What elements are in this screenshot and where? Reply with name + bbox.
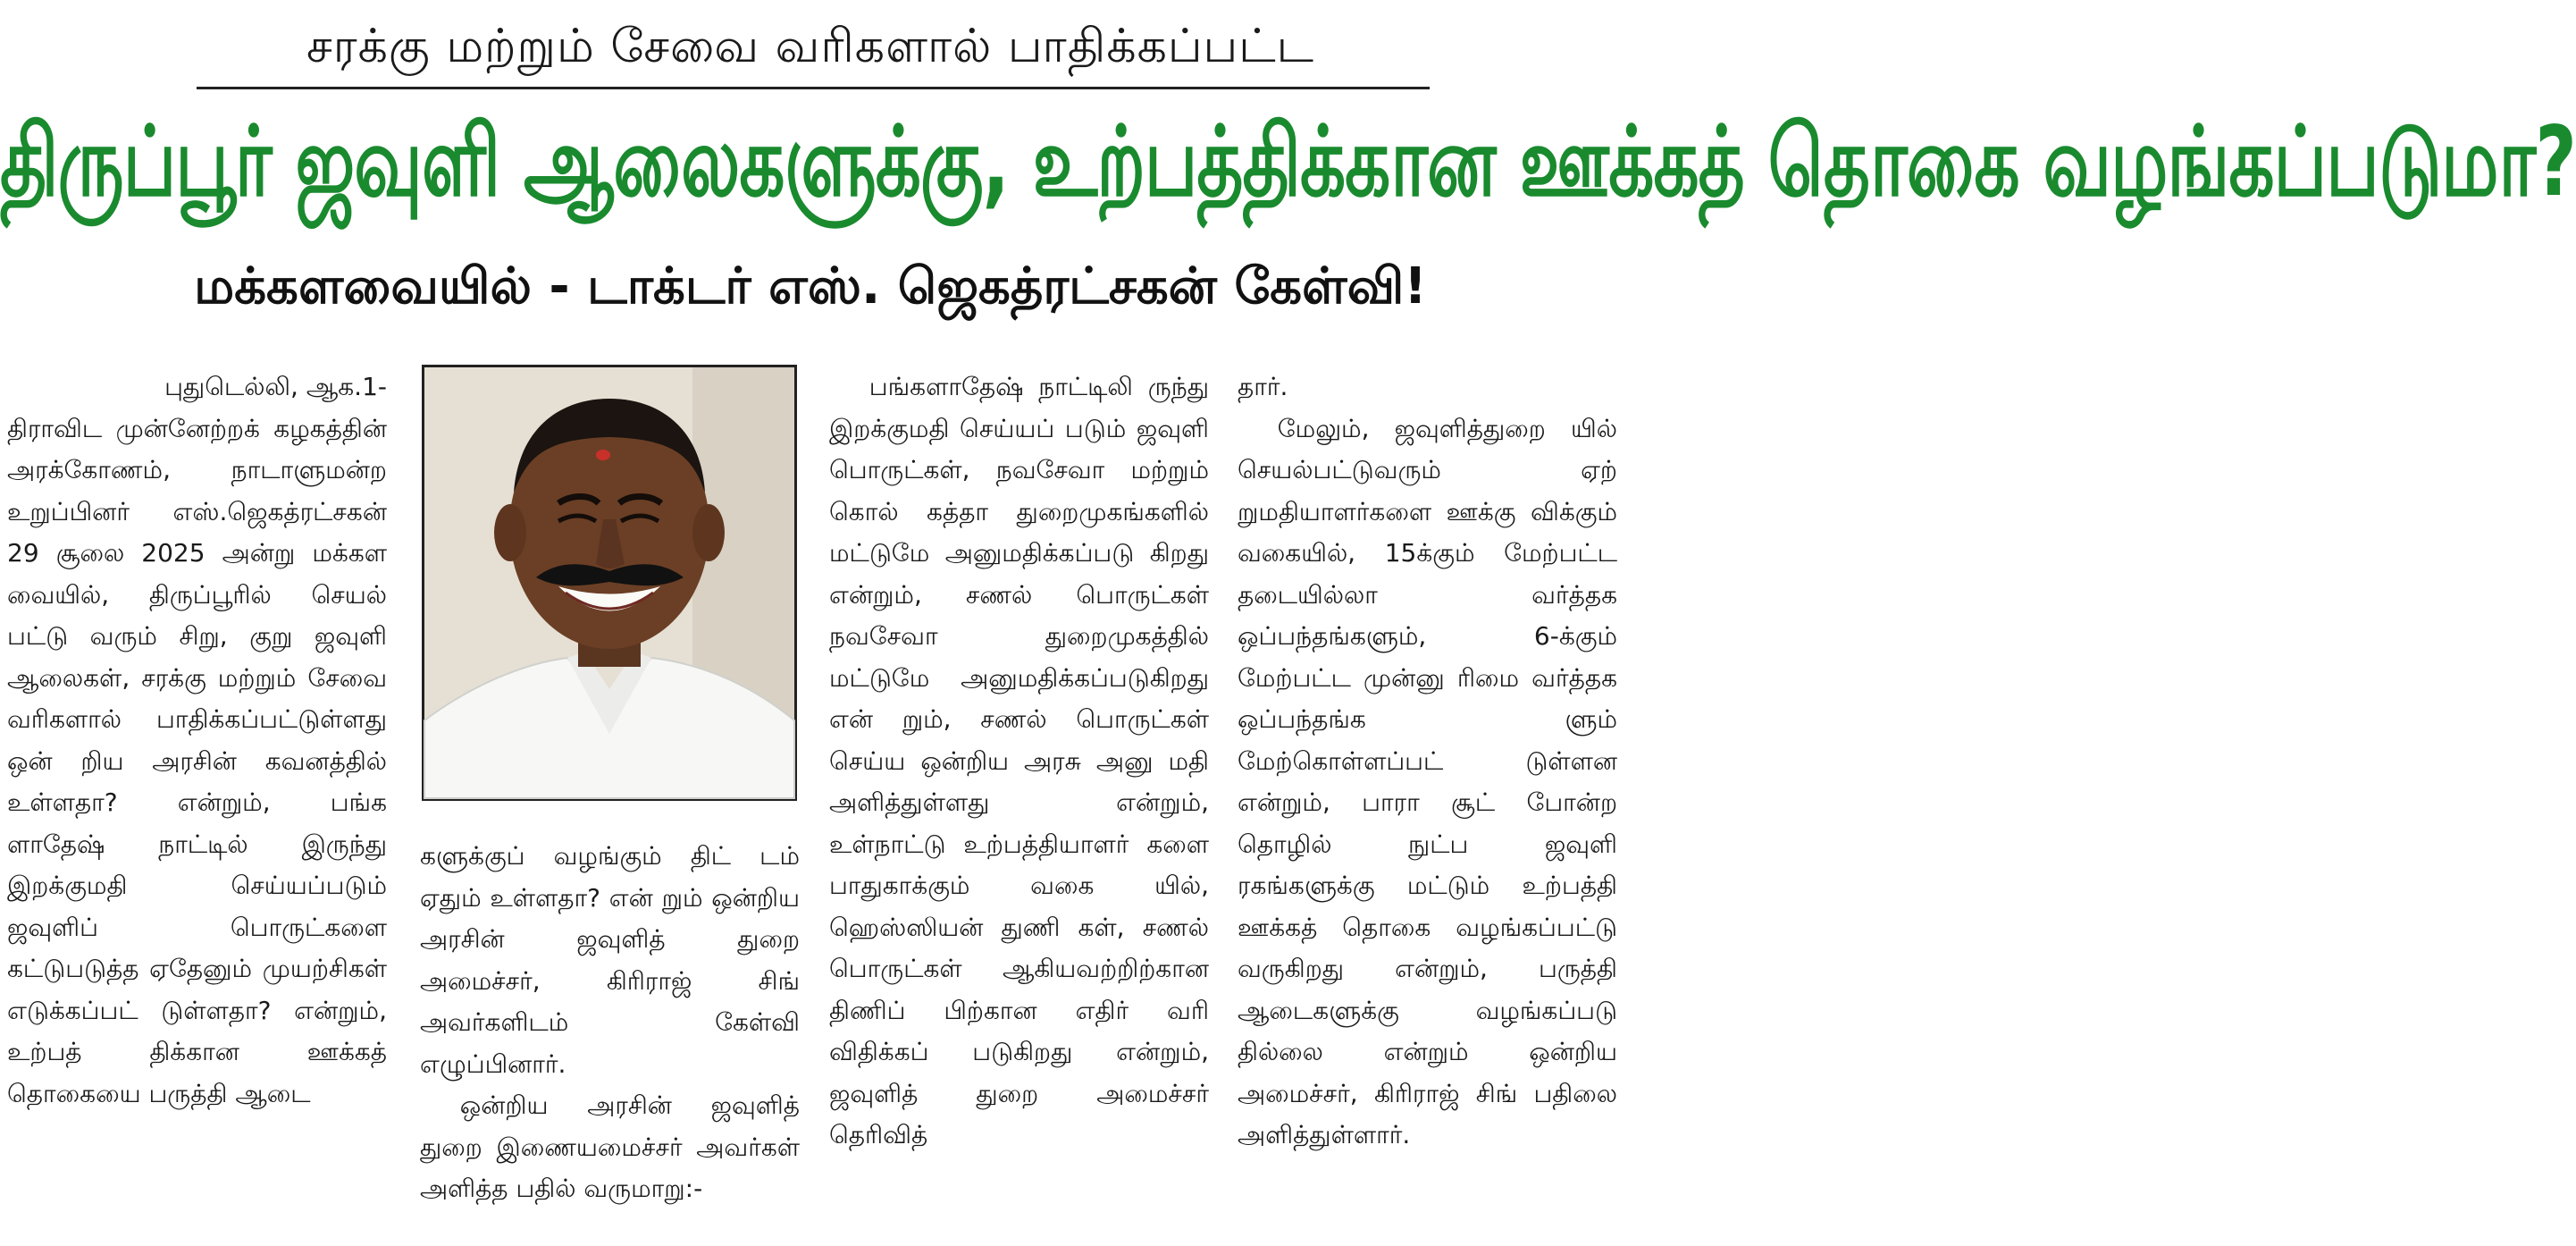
- paragraph-6: மேலும், ஜவுளித்துறை யில் செயல்பட்டுவரும் ஏற் றுமதியாளர்களை ஊக்கு விக்கும் வகையில், 15க்கும் மேற்பட்ட தடையில்லா வர்த்தக ஒப்பந்தங்களும், 6-க்கும் மேற்பட்ட முன்னு ரிமை வர்த்தக ஒப்பந்தங்க ளும் மேற்கொள்ளப்பட் டுள்ளன என்றும், பாரா சூட் போன்ற தொழில் நுட்ப ஜவுளி ரகங்களுக்கு மட்டும் உற்பத்தி ஊக்கத் தொகை வழங்கப்பட்டு வருகிறது என்றும், பருத்தி ஆடைகளுக்கு வழங்கப்படு தில்லை என்றும் ஒன்றிய அமைச்சர், கிரிராஜ் சிங் பதிலை அளித்துள்ளார்.: [1238, 413, 1617, 1149]
- paragraph-1: திராவிட முன்னேற்றக் கழகத்தின் அரக்கோணம், நாடாளுமன்ற உறுப்பினர் எஸ்.ஜெகத்ரட்சகன் 29 சூலை 2025 அன்று மக்கள வையில், திருப்பூரில் செயல் பட்டு வரும் சிறு, குறு ஜவுளி ஆலைகள், சரக்கு மற்றும் சேவை வரிகளால் பாதிக்கப்பட்டுள்ளது ஒன் றிய அரசின் கவனத்தில் உள்ளதா? என்றும், பங்க ளாதேஷ் நாட்டில் இருந்து இறக்குமதி செய்யப்படும் ஜவுளிப் பொருட்களை கட்டுபடுத்த ஏதேனும் முயற்சிகள் எடுக்கப்பட் டுள்ளதா? என்றும், உற்பத் திக்கான ஊக்கத் தொகையை பருத்தி ஆடை: [7, 413, 387, 1108]
- paragraph-3: ஒன்றிய அரசின் ஜவுளித் துறை இணையமைச்சர் அவர்கள் அளித்த பதில் வருமாறு:-: [420, 1090, 800, 1203]
- article-column-4: [1238, 366, 1617, 1157]
- kicker-rule: [197, 87, 1430, 89]
- paragraph-2: களுக்குப் வழங்கும் திட் டம் ஏதும் உள்ளதா? என் றும் ஒன்றிய அரசின் ஜவுளித் துறை அமைச்சர், கிரிராஜ் சிங் அவர்களிடம் கேள்வி எழுப்பினார்.: [420, 841, 800, 1079]
- article-column-1: [7, 366, 387, 1115]
- headline: திருப்பூர் ஜவுளி ஆலைகளுக்கு, உற்பத்திக்கான ஊக்கத் தொகை வழங்கப்படுமா?: [0, 105, 2576, 218]
- subheadline: மக்களவையில் - டாக்டர் எஸ். ஜெகத்ரட்சகன் கேள்வி!: [194, 257, 1427, 316]
- photo-frame: [422, 365, 797, 801]
- article-column-2: [420, 836, 800, 1210]
- paragraph-5: தார்.: [1238, 372, 1288, 401]
- kicker-line: சரக்கு மற்றும் சேவை வரிகளால் பாதிக்கப்பட்ட: [306, 20, 1315, 73]
- dateline: புதுடெல்லி, ஆக.1-: [164, 372, 387, 401]
- paragraph-4: பங்களாதேஷ் நாட்டிலி ருந்து இறக்குமதி செய்யப் படும் ஜவுளி பொருட்கள், நவசேவா மற்றும் கொல் கத்தா துறைமுகங்களில் மட்டுமே அனுமதிக்கப்படு கிறது என்றும், சணல் பொருட்கள் நவசேவா துறைமுகத்தில் மட்டுமே அனுமதிக்கப்படுகிறது என் றும், சணல் பொருட்கள் செய்ய ஒன்றிய அரசு அனு மதி அளித்துள்ளது என்றும், உள்நாட்டு உற்பத்தியாளர் களை பாதுகாக்கும் வகை யில், ஹெஸ்ஸியன் துணி கள், சணல் பொருட்கள் ஆகியவற்றிற்கான திணிப் பிற்கான எதிர் வரி விதிக்கப் படுகிறது என்றும், ஜவுளித் துறை அமைச்சர் தெரிவித்: [829, 372, 1209, 1149]
- article-column-3: [829, 366, 1209, 1157]
- portrait-photo: [424, 367, 794, 798]
